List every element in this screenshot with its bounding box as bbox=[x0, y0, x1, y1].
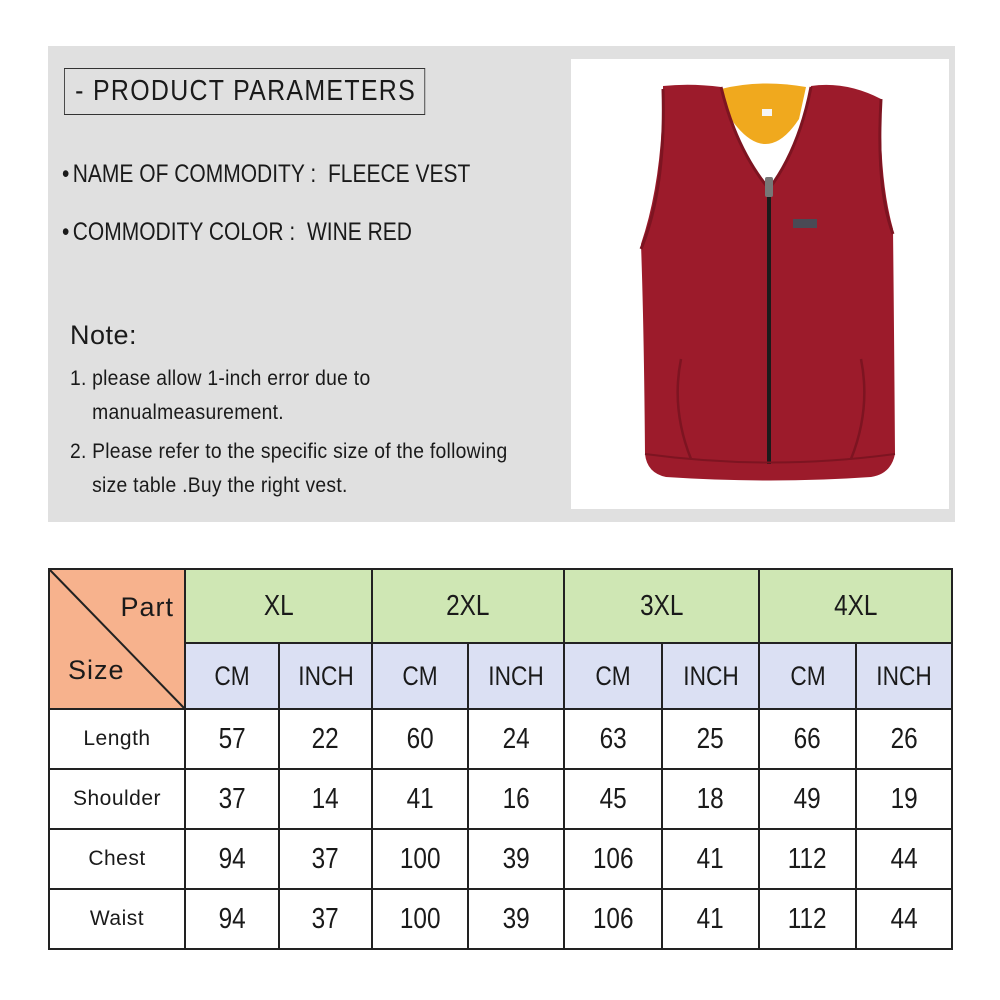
unit-header-cm: CM bbox=[185, 643, 279, 709]
table-cell: 16 bbox=[468, 769, 564, 829]
note-line: manualmeasurement. bbox=[92, 401, 284, 424]
table-cell: 41 bbox=[372, 769, 468, 829]
table-cell: 57 bbox=[185, 709, 279, 769]
table-cell: 37 bbox=[185, 769, 279, 829]
row-label: Waist bbox=[49, 889, 185, 949]
commodity-name-value: FLEECE VEST bbox=[327, 160, 471, 188]
size-table bbox=[48, 568, 953, 950]
unit-header-cm: CM bbox=[564, 643, 662, 709]
row-label: Shoulder bbox=[49, 769, 185, 829]
table-cell: 22 bbox=[279, 709, 372, 769]
row-label: Length bbox=[49, 709, 185, 769]
table-cell: 14 bbox=[279, 769, 372, 829]
table-row bbox=[49, 709, 952, 769]
table-cell: 63 bbox=[564, 709, 662, 769]
commodity-name-line bbox=[62, 160, 470, 189]
neck-tag bbox=[762, 109, 772, 116]
table-cell: 106 bbox=[564, 829, 662, 889]
size-header-4xl: 4XL bbox=[759, 569, 952, 643]
zipper-pull-icon bbox=[765, 177, 773, 197]
commodity-color-label: COMMODITY COLOR : bbox=[72, 218, 296, 246]
corner-part-label: Part bbox=[120, 592, 174, 622]
product-parameters-panel bbox=[48, 46, 955, 522]
table-cell: 100 bbox=[372, 889, 468, 949]
table-row bbox=[49, 889, 952, 949]
chest-label bbox=[793, 219, 817, 228]
note-number: 2. bbox=[70, 440, 87, 463]
note-item-1 bbox=[70, 362, 370, 430]
parameters-title: - PRODUCT PARAMETERS bbox=[64, 68, 425, 115]
note-number: 1. bbox=[70, 367, 87, 390]
note-item-2 bbox=[70, 435, 508, 503]
bullet-icon: • bbox=[62, 160, 70, 188]
diagonal-divider bbox=[50, 570, 184, 708]
table-cell: 39 bbox=[468, 829, 564, 889]
table-cell: 45 bbox=[564, 769, 662, 829]
table-corner-header bbox=[49, 569, 185, 709]
unit-header-inch: INCH bbox=[468, 643, 564, 709]
bullet-icon: • bbox=[62, 218, 70, 246]
corner-size-label: Size bbox=[68, 655, 125, 685]
note-line: size table .Buy the right vest. bbox=[92, 474, 348, 497]
table-cell: 41 bbox=[662, 829, 759, 889]
unit-header-inch: INCH bbox=[856, 643, 952, 709]
table-cell: 41 bbox=[662, 889, 759, 949]
table-cell: 25 bbox=[662, 709, 759, 769]
table-cell: 44 bbox=[856, 889, 952, 949]
note-title: Note: bbox=[70, 320, 138, 350]
note-line: Please refer to the specific size of the following bbox=[92, 440, 508, 463]
table-cell: 37 bbox=[279, 829, 372, 889]
table-cell: 19 bbox=[856, 769, 952, 829]
table-cell: 94 bbox=[185, 829, 279, 889]
fleece-vest-image bbox=[571, 59, 949, 509]
size-header-3xl: 3XL bbox=[564, 569, 759, 643]
table-cell: 106 bbox=[564, 889, 662, 949]
table-cell: 18 bbox=[662, 769, 759, 829]
unit-header-cm: CM bbox=[759, 643, 856, 709]
table-cell: 112 bbox=[759, 889, 856, 949]
table-row bbox=[49, 769, 952, 829]
commodity-color-value: WINE RED bbox=[306, 218, 412, 246]
table-cell: 49 bbox=[759, 769, 856, 829]
table-row bbox=[49, 829, 952, 889]
row-label: Chest bbox=[49, 829, 185, 889]
table-cell: 44 bbox=[856, 829, 952, 889]
table-cell: 112 bbox=[759, 829, 856, 889]
table-cell: 100 bbox=[372, 829, 468, 889]
product-photo bbox=[571, 59, 949, 509]
table-cell: 26 bbox=[856, 709, 952, 769]
table-cell: 66 bbox=[759, 709, 856, 769]
size-header-xl: XL bbox=[185, 569, 372, 643]
unit-header-cm: CM bbox=[372, 643, 468, 709]
table-cell: 39 bbox=[468, 889, 564, 949]
table-cell: 60 bbox=[372, 709, 468, 769]
table-cell: 94 bbox=[185, 889, 279, 949]
commodity-name-label: NAME OF COMMODITY : bbox=[72, 160, 317, 188]
size-header-2xl: 2XL bbox=[372, 569, 564, 643]
note-line: please allow 1-inch error due to bbox=[92, 367, 371, 390]
commodity-color-line bbox=[62, 218, 412, 247]
table-cell: 24 bbox=[468, 709, 564, 769]
table-cell: 37 bbox=[279, 889, 372, 949]
unit-header-inch: INCH bbox=[279, 643, 372, 709]
unit-header-inch: INCH bbox=[662, 643, 759, 709]
